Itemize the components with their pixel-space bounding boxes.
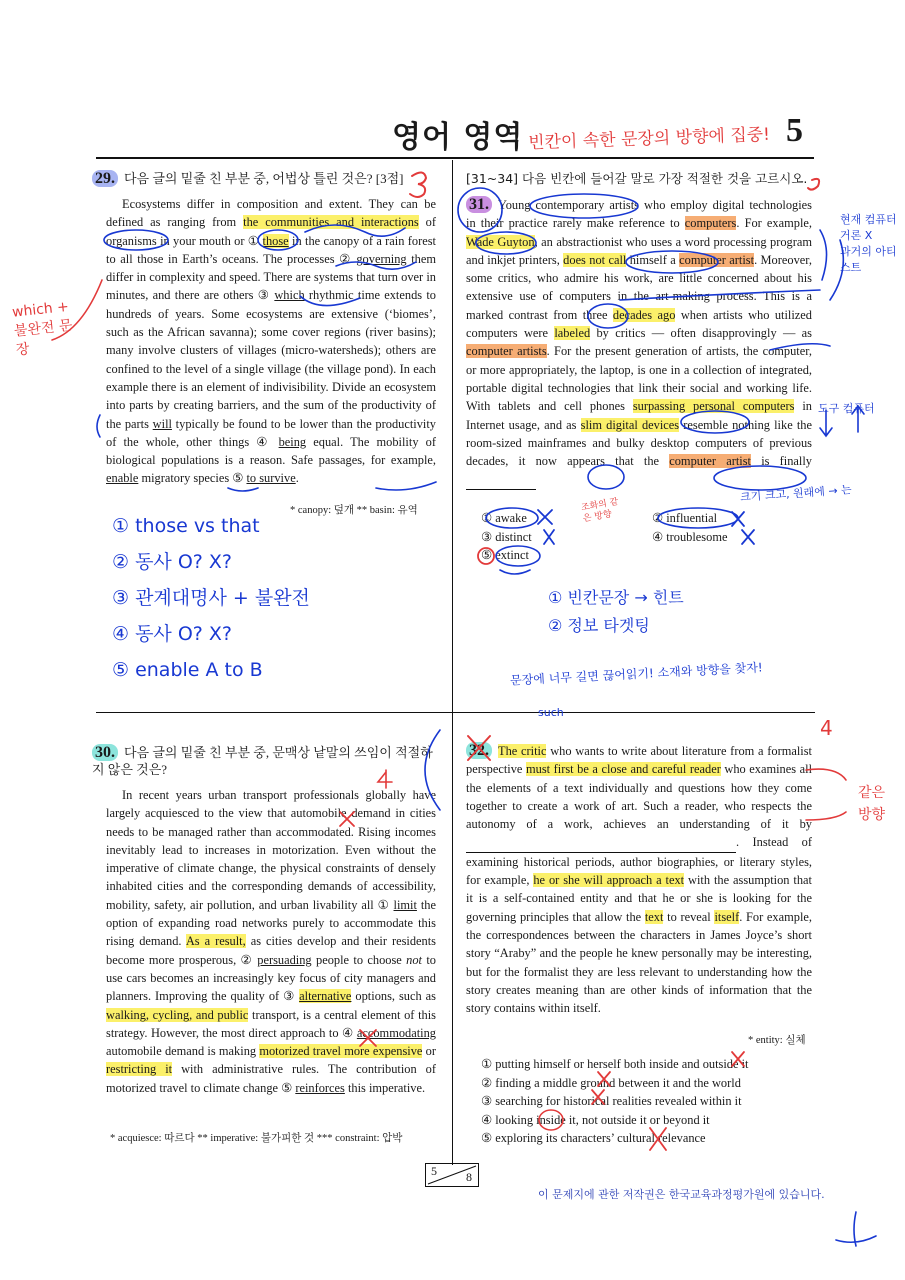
question-29-footnote: * canopy: 덮개 ** basin: 유역 [290,505,418,516]
note-line: ③ 관계대명사 + 불완전 [112,587,310,609]
text-run: resemble nothing like the room-sized mainframes and bulky desktop computers of previous decades, it now appears that the [466,417,812,469]
highlight: itself [714,909,740,924]
question-32-number: 32. [466,742,492,759]
underlined-option-5: reinforces [295,1080,345,1095]
question-31-passage [466,196,812,490]
question-32-footnote: * entity: 실체 [748,1035,806,1046]
text-run: . [295,471,299,486]
text-run: people to choose [311,952,407,967]
underlined-option-1: those [262,233,289,248]
question-30-passage [106,786,436,1097]
highlight: the communities and interactions [243,215,419,230]
italic-not: not [406,952,422,967]
highlight: he or she will approach a text [533,873,685,888]
note-line: ④ 동사 O? X? [112,623,233,645]
underlined-option-3: which [274,288,305,303]
question-31-number: 31. [466,196,492,213]
choice-5[interactable]: ⑤ extinct [481,548,529,562]
highlight: computer artists [466,344,547,359]
text-run: or [422,1044,436,1059]
highlight: computers [684,216,737,231]
text-run: who wants to write about literature from a formalist perspective [466,744,812,777]
note-line: ⑤ enable A to B [112,659,263,681]
choice-2[interactable]: ② influential [652,511,718,525]
ink-wave-enable [228,488,258,491]
questions-31-34-instruction: [31~34] 다음 빈칸에 들어갈 말로 가장 적절한 것을 고르시오. [466,171,808,186]
right-section-rule [453,712,815,713]
note-line: 현재 컴퓨터 거론 X [840,213,897,242]
text-run: Young contemporary artists who employ digital technologies in their practice rarely make reference to [466,198,812,231]
choice-3[interactable]: ③ distinct [481,529,532,544]
column-divider [452,160,453,1165]
handwritten-margin-note-31b: 도구 컴퓨터 [818,402,875,415]
handwritten-tip-31: 문장에 너무 길면 끊어읽기! 소재와 방향을 찾자! [509,660,763,688]
page-total: 8 [466,1170,472,1184]
handwritten-red-note-31: 조화의 같은 방향 [580,497,620,525]
answer-blank [466,833,736,852]
choice-4[interactable]: ④ looking inside it, not outside it or beyond it [481,1112,710,1127]
text-run: equal. The mobility of biological populations is a reason. Safe passages, for example, [106,434,436,468]
answer-blank [466,470,536,489]
question-30-header [92,744,444,778]
text-run: when artists who utilized computers were [466,307,812,341]
ink-wave-extinct [500,570,530,574]
note-line: 과거의 아티스트 [840,245,897,274]
text-run: migratory species ⑤ [138,471,247,486]
question-29-number: 29. [92,170,118,187]
text-run: the option of expanding road networks purely to accommodate this rising demand. [106,897,436,949]
text-run: typically be found to be lower than the productivity of the whole, other things ④ [106,416,436,449]
text-run: . Moreover, some critics, who admire his work, are little concerned about his extensive use of computers in the art-making process. This is a marked contrast from three [466,252,812,322]
highlight: slim digital devices [580,417,680,432]
text-run: Ecosystems differ in composition and extent. They can be defined as ranging from [106,197,436,230]
handwritten-header-note: 빈칸이 속한 문장의 방향에 집중! [527,124,771,154]
handwritten-note-size: 크기 크고, 원래에 → 는 [739,483,853,504]
section-title: 영어 영역 [392,120,524,155]
handwritten-number-32: 4 [820,716,833,740]
note-line: ② 동사 O? X? [112,551,233,573]
question-29-passage [106,195,436,488]
choice-3[interactable]: ③ searching for historical realities revealed within it [481,1094,742,1108]
highlight: As a result, [185,934,246,949]
question-30-instruction: 다음 글의 밑줄 친 부분 중, 문맥상 낱말의 쓰임이 적절하지 않은 것은? [92,745,433,777]
choice-4[interactable]: ④ troublesome [652,529,728,544]
handwritten-notes-29 [112,508,310,688]
highlight: text [644,909,664,924]
underlined-option-4: accommodating [356,1025,436,1040]
text-run: with administrative rules. The contribution of motorized travel to climate change ⑤ [106,1062,436,1095]
page-number: 5 [786,112,803,149]
question-32-choices [481,1055,811,1148]
handwritten-margin-note-29: which + 불완전 문장 [11,298,74,359]
underlined-option-4: being [278,434,307,449]
highlight: decades ago [612,307,676,322]
text-run: . For example, [736,216,812,231]
choice-1[interactable]: ① awake [481,511,527,525]
highlight: does not call [563,252,627,267]
choice-1[interactable]: ① putting himself or herself both inside and outside it [481,1057,749,1071]
text-run: them differ in complexity and speed. There are systems that turn over in minutes, and there are others ③ [106,251,436,303]
text-run: to use cars becomes an increasingly key focus of city managers and planners. Improving the quality of ③ [106,952,436,1004]
question-30-number: 30. [92,744,118,761]
left-section-rule [96,712,452,713]
text-run: In recent years urban transport professionals globally have largely acquiesced to the view that automobile demand in cities needs to be managed rather than accommodated. Rising incomes inevitably lead to increases in motorization. Even without the imperative of climate change, the physical constraints of densely inhabited cities and the corresponding demands of accessibility, mobility, safety, air pollution, and urban livability all ① [106,788,436,912]
highlight: labeled [554,326,591,341]
highlight: The critic [498,744,547,758]
text-run: to reveal [663,909,715,924]
underlined-option-3: alternative [299,989,352,1004]
text-run: options, such as [351,989,436,1004]
text-run: . For the present generation of artists, the computer, or more appropriately, the laptop, is one in a collection of integrated, portable digital technologies that link their social and working life. With tablets and cell phones [466,344,812,414]
handwritten-margin-note-32: 같은 방향 [858,785,886,823]
underlined-option-5: to survive [246,471,296,486]
highlight: must first be a close and careful reader [525,762,721,777]
text-run: automobile demand is making [106,1044,260,1059]
question-32-passage [466,742,812,1017]
note-line: ① 빈칸문장 → 힌트 [548,588,684,607]
handwritten-such: such [538,706,564,719]
text-run: in Internet usage, and as [466,399,812,432]
handwritten-margin-note-31a [840,212,904,276]
text-run: by critics — often disapprovingly — as [590,326,813,341]
question-29-header [92,170,442,187]
question-31-choices-left [481,509,681,565]
text-run: with the assumption that it is a self-contained entity and that he or she is looking for the governing principles that allow the [466,873,812,924]
header-rule [96,157,814,159]
highlight: computer artist [669,454,751,469]
text-run: as cities develop and their residents become more prosperous, ② [106,934,436,967]
note-line: ② 정보 타겟팅 [548,616,650,635]
text-run: of organisms in your mouth or ① [106,215,436,248]
text-run: transport, is a central element of this strategy. However, the most direct approach to ④ [106,1007,436,1040]
highlight: restricting it [106,1062,173,1077]
underlined-option-2: persuading [257,952,312,967]
text-run: is finally [751,454,812,469]
text-run: rhythmic time extends to hundreds of years. Some ecosystems are extensive (‘biomes’, such as the African savanna); some cover regions (river basins); many involve clusters of villages (micro-watersheds); others are confined to the level of a single village (the village pond). In each example there is an element of indivisibility. Divide an ecosystem into parts by creating barriers, and the sum of the productivity of the parts [106,288,436,431]
ink-signature [836,1212,876,1246]
text-run: , an abstractionist who uses a word processing program and inkjet printers, [466,234,812,267]
highlight: motorized travel more expensive [259,1044,423,1059]
underlined-enable: enable [106,471,139,486]
choice-5[interactable]: ⑤ exploring its characters’ cultural relevance [481,1131,706,1145]
highlight: walking, cycling, and public [106,1007,249,1022]
underlined-option-1: limit [393,897,417,912]
question-29-instruction: 다음 글의 밑줄 친 부분 중, 어법상 틀린 것은? [3점] [124,171,404,186]
note-line: ① those vs that [112,515,260,537]
page-indicator [425,1163,479,1187]
underlined-option-2: governing [356,251,407,266]
ink-bracket-parts [97,415,100,437]
text-run: himself a [626,252,680,267]
choice-2[interactable]: ② finding a middle ground between it and the world [481,1075,741,1090]
text-run: . For example, the correspondences between the characters in James Joyce’s short story “Araby” and the people he knew personally may be interesting, but for the formalist they are less relevant to understanding how the story creates meaning than are other kinds of information that the story contains within itself. [466,909,812,1016]
underlined-will: will [152,416,172,431]
text-run: in the canopy of a rain forest to all those in Earth’s oceans. The processes ② [106,233,436,266]
highlight: computer artist [679,252,755,267]
highlight: surpassing personal computers [632,399,795,414]
question-31-choices-right [652,509,812,546]
text-run: . Instead of examining historical periods, author biographies, or literary styles, for example, [466,835,812,888]
copyright-notice: 이 문제지에 관한 저작권은 한국교육과정평가원에 있습니다. [538,1188,825,1201]
text-run: who examines all the elements of a text individually and questions how they come together to create a work of art. Such a reader, who respects the autonomy of a work, achieves an understanding of it by [466,762,813,832]
page-current: 5 [431,1164,437,1178]
handwritten-notes-31 [548,584,684,640]
text-run: this imperative. [344,1080,426,1095]
question-30-footnote: * acquiesce: 따르다 ** imperative: 불가피한 것 *** constraint: 압박 [110,1133,403,1144]
highlight: Wade Guyton [466,234,535,249]
